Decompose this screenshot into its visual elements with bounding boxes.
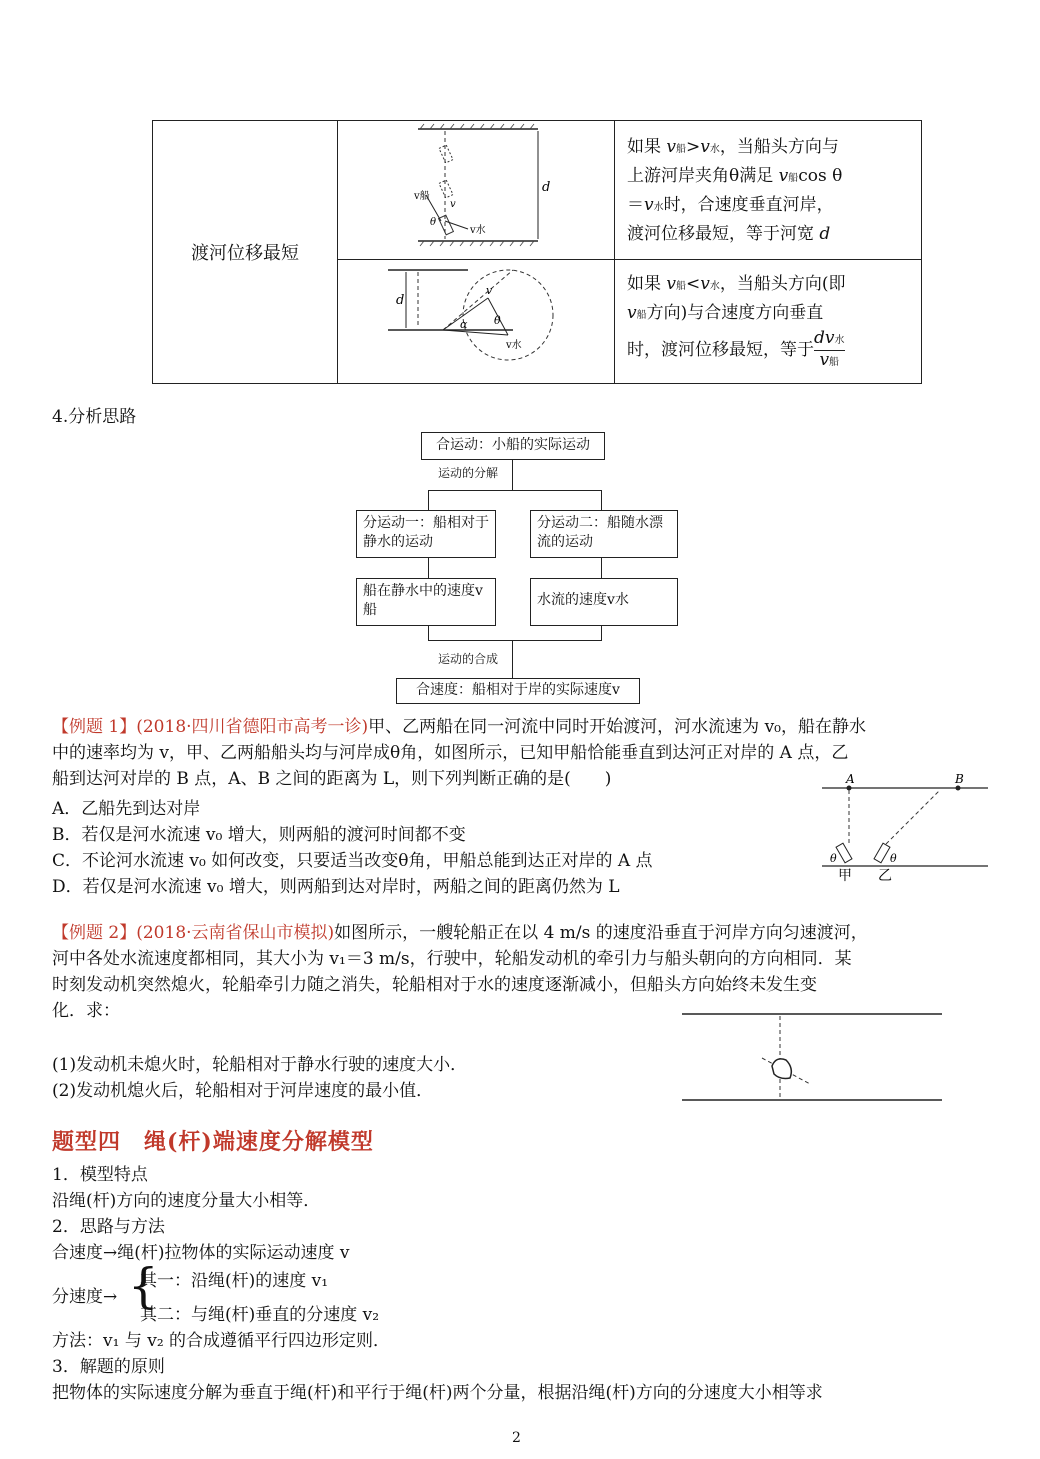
body-p7: 3．解题的原则 <box>52 1357 165 1377</box>
body-p4: 合速度→绳(杆)拉物体的实际运动速度 v <box>52 1243 350 1263</box>
svg-text:甲: 甲 <box>838 868 852 882</box>
flow-compose-label: 运动的合成 <box>438 652 499 666</box>
body-p5-first: 其一：沿绳(杆)的速度 v₁ <box>140 1271 329 1291</box>
svg-text:B: B <box>955 772 964 786</box>
flow-left1: 分运动一：船相对于静水的运动 <box>356 510 496 558</box>
svg-text:乙: 乙 <box>878 868 892 882</box>
diagram-case2 <box>338 260 614 378</box>
example1-tag: 【例题 1】 <box>52 717 137 737</box>
example1-option-b: B．若仅是河水流速 v₀ 增大，则两船的渡河时间都不变 <box>52 825 466 845</box>
flow-right1: 分运动二：船随水漂流的运动 <box>530 510 678 558</box>
boat-icon <box>772 1059 791 1079</box>
section-4-heading: 4.分析思路 <box>52 407 137 427</box>
svg-text:α: α <box>460 318 468 331</box>
body-p5-second: 其二：与绳(杆)垂直的分速度 v₂ <box>140 1305 380 1325</box>
svg-text:d: d <box>396 293 405 308</box>
flow-left2: 船在静水中的速度v船 <box>356 578 496 626</box>
example1-option-a: A．乙船先到达对岸 <box>52 799 201 819</box>
body-p2: 沿绳(杆)方向的速度分量大小相等． <box>52 1191 321 1211</box>
svg-text:v船: v船 <box>414 191 430 202</box>
example2-figure <box>680 1008 944 1106</box>
body-p8: 把物体的实际速度分解为垂直于绳(杆)和平行于绳(杆)两个分量，根据沿绳(杆)方向的分速度大小相等求 <box>52 1383 823 1403</box>
svg-text:d: d <box>542 180 551 195</box>
svg-text:v水: v水 <box>506 340 522 351</box>
example2-question1: (1)发动机未熄火时，轮船相对于静水行驶的速度大小． <box>52 1055 468 1075</box>
page-number: 2 <box>512 1430 521 1446</box>
svg-text:v: v <box>450 199 456 210</box>
method-table <box>152 120 922 384</box>
svg-text:v: v <box>486 284 493 297</box>
svg-text:θ: θ <box>890 852 897 865</box>
flow-decomp-label: 运动的分解 <box>438 466 499 480</box>
flow-right2: 水流的速度v水 <box>530 578 678 626</box>
example1-figure <box>820 772 990 882</box>
example1-option-c: C．不论河水流速 v₀ 如何改变，只要适当改变θ角，甲船总能到达正对岸的 A 点 <box>52 851 653 871</box>
brace: { <box>128 1258 159 1314</box>
svg-text:θ: θ <box>430 217 437 228</box>
example2-stem: 【例题 2】(2018·云南省保山市模拟)如图所示，一艘轮船正在以 4 m/s 的速度沿垂直于河岸方向匀速渡河， 河中各处水流速度都相同，其大小为 v₁＝3 m/s，行驶中，轮船发动机的牵引力与船头朝向的方向相同．某 时刻发动机突然熄火，轮船牵引力随之消失，轮船相对于水的速度逐渐减小，但船头方向始终未发生变 化．求： <box>52 923 868 1021</box>
example2-source: (2018·云南省保山市模拟) <box>136 923 335 943</box>
example1-source: (2018·四川省德阳市高考一诊) <box>136 717 369 737</box>
flow-bottom: 合速度：船相对于岸的实际速度v <box>396 678 640 704</box>
figure-case2 <box>338 260 615 384</box>
body-p6: 方法：v₁ 与 v₂ 的合成遵循平行四边形定则． <box>52 1331 391 1351</box>
body-p3: 2．思路与方法 <box>52 1217 165 1237</box>
row-label: 渡河位移最短 <box>153 121 338 384</box>
diagram-case1 <box>338 121 614 254</box>
section-heading: 题型四 绳(杆)端速度分解模型 <box>52 1129 374 1155</box>
case1-text: 如果 v船>v水，当船头方向与 上游河岸夹角θ满足 v船cos θ ＝v水时，合速度垂直河岸， 渡河位移最短，等于河宽 d <box>615 121 922 260</box>
body-p1: 1．模型特点 <box>52 1165 148 1185</box>
svg-text:A: A <box>846 772 855 786</box>
svg-text:θ: θ <box>494 314 501 327</box>
case2-text: 如果 v船<v水，当船头方向(即 v船方向)与合速度方向垂直 时，渡河位移最短，等于 dv水 v船 <box>615 260 922 384</box>
svg-text:θ: θ <box>830 852 837 865</box>
body-p5-label: 分速度→ <box>52 1287 118 1307</box>
example1-option-d: D．若仅是河水流速 v₀ 增大，则两船到达对岸时，两船之间的距离仍然为 L <box>52 877 620 897</box>
example2-question2: (2)发动机熄火后，轮船相对于河岸速度的最小值． <box>52 1081 434 1101</box>
figure-case1 <box>338 121 615 260</box>
flow-top: 合运动：小船的实际运动 <box>421 432 605 460</box>
example2-tag: 【例题 2】 <box>52 923 137 943</box>
svg-text:v水: v水 <box>470 225 486 236</box>
example1-stem: 【例题 1】(2018·四川省德阳市高考一诊)甲、乙两船在同一河流中同时开始渡河，河水流速为 v₀，船在静水 中的速率均为 v，甲、乙两船船头均与河岸成θ角，如图所示，已知甲船恰能垂直到达河正对岸的 A 点，乙 船到达河对岸的 B 点，A、B 之间的距离为 L，则下列判断正确的是( ) <box>52 717 866 789</box>
